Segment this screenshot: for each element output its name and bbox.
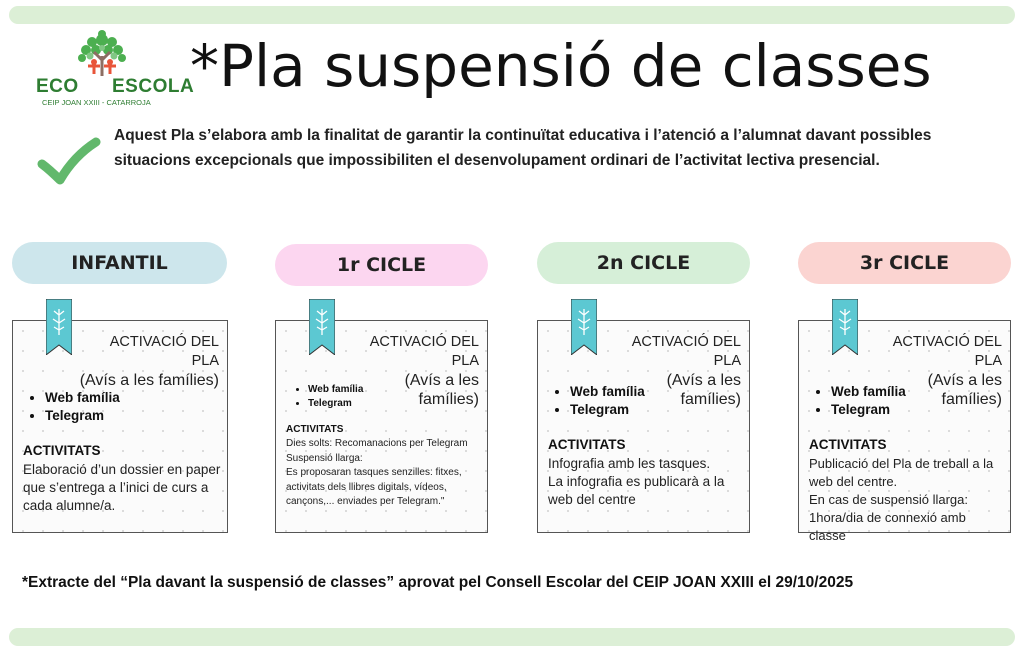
activation-subtitle: (Avís a les famílies) (666, 372, 741, 408)
card-infantil (12, 320, 228, 533)
bottom-decorative-bar (9, 628, 1015, 646)
activation-subtitle: (Avís a les famílies) (927, 372, 1002, 408)
activation-subtitle: (Avís a les famílies) (79, 372, 219, 389)
activation-title: ACTIVACIÓ DEL PLA (892, 334, 1002, 369)
activities-title: ACTIVITATS (809, 437, 887, 452)
eco-escola-logo (36, 30, 195, 112)
activation-subtitle: (Avís a les famílies) (404, 372, 479, 408)
channel-item: • Web família (570, 383, 645, 401)
channel-item: • Telegram (570, 401, 645, 419)
logo-escola-text: ESCOLA (112, 76, 195, 97)
activities-title: ACTIVITATS (286, 424, 344, 435)
pill-infantil (12, 242, 227, 284)
pill-label: INFANTIL (71, 252, 168, 274)
logo-eco-text: ECO (36, 76, 79, 97)
activities-text: Dies solts: Recomanacions per Telegram Suspensió llarga: Es proposaran tasques senzilles: fitxes, activitats dels llibres digitals, vídeos, cançons,... enviades per Telegram." (286, 438, 468, 507)
channel-item: • Telegram (831, 401, 906, 419)
pill-label: 2n CICLE (596, 252, 691, 274)
top-decorative-bar (9, 6, 1015, 24)
channel-item: • Telegram (308, 397, 363, 411)
bookmark-ribbon-icon (832, 299, 858, 355)
channel-list (570, 383, 645, 419)
activities-title: ACTIVITATS (548, 437, 626, 452)
card-3r-cicle (798, 320, 1011, 543)
card-1r-cicle (275, 320, 488, 533)
activation-title: ACTIVACIÓ DEL PLA (369, 334, 479, 369)
activation-title: ACTIVACIÓ DEL PLA (109, 334, 219, 369)
logo-subtitle: CEIP JOAN XXIII - CATARROJA (42, 98, 151, 107)
pill-label: 3r CICLE (859, 252, 950, 274)
activation-title: ACTIVACIÓ DEL PLA (631, 334, 741, 369)
channel-list (831, 383, 906, 419)
channel-list (308, 383, 363, 411)
pill-3r-cicle (798, 242, 1011, 284)
activation-heading (79, 333, 219, 390)
channel-item: • Telegram (45, 407, 120, 425)
bookmark-ribbon-icon (571, 299, 597, 355)
channel-item: • Web família (308, 383, 363, 397)
channel-list (45, 389, 120, 425)
pill-1r-cicle (275, 244, 488, 286)
intro-paragraph: Aquest Pla s’elabora amb la finalitat de garantir la continuïtat educativa i l’atenció a l’alumnat davant possibles situacions excepcionals que impossibiliten el desenvolupament ordinari de l’activitat lectiva presencial. (114, 127, 932, 169)
activities-text: Publicació del Pla de treball a la web del centre. En cas de suspensió llarga: 1hora/dia de connexió amb classe (809, 456, 994, 543)
channel-item: • Web família (45, 389, 120, 407)
footnote: *Extracte del “Pla davant la suspensió de classes” aprovat pel Consell Escolar del CEIP JOAN XXIII el 29/10/2025 (22, 574, 854, 591)
tree-people-icon (74, 30, 130, 78)
activities-text: Elaboració d’un dossier en paper que s’entrega a l’inici de curs a cada alumne/a. (23, 462, 221, 513)
activities-title: ACTIVITATS (23, 443, 101, 458)
pill-2n-cicle (537, 242, 750, 284)
channel-item: • Web família (831, 383, 906, 401)
bookmark-ribbon-icon (46, 299, 72, 355)
bookmark-ribbon-icon (309, 299, 335, 355)
checkmark-icon (36, 136, 102, 188)
card-2n-cicle (537, 320, 750, 533)
pill-label: 1r CICLE (336, 254, 427, 276)
activities-text: Infografia amb les tasques. La infografia es publicarà a la web del centre (548, 456, 725, 507)
page-title: *Pla suspensió de classes (190, 32, 932, 100)
